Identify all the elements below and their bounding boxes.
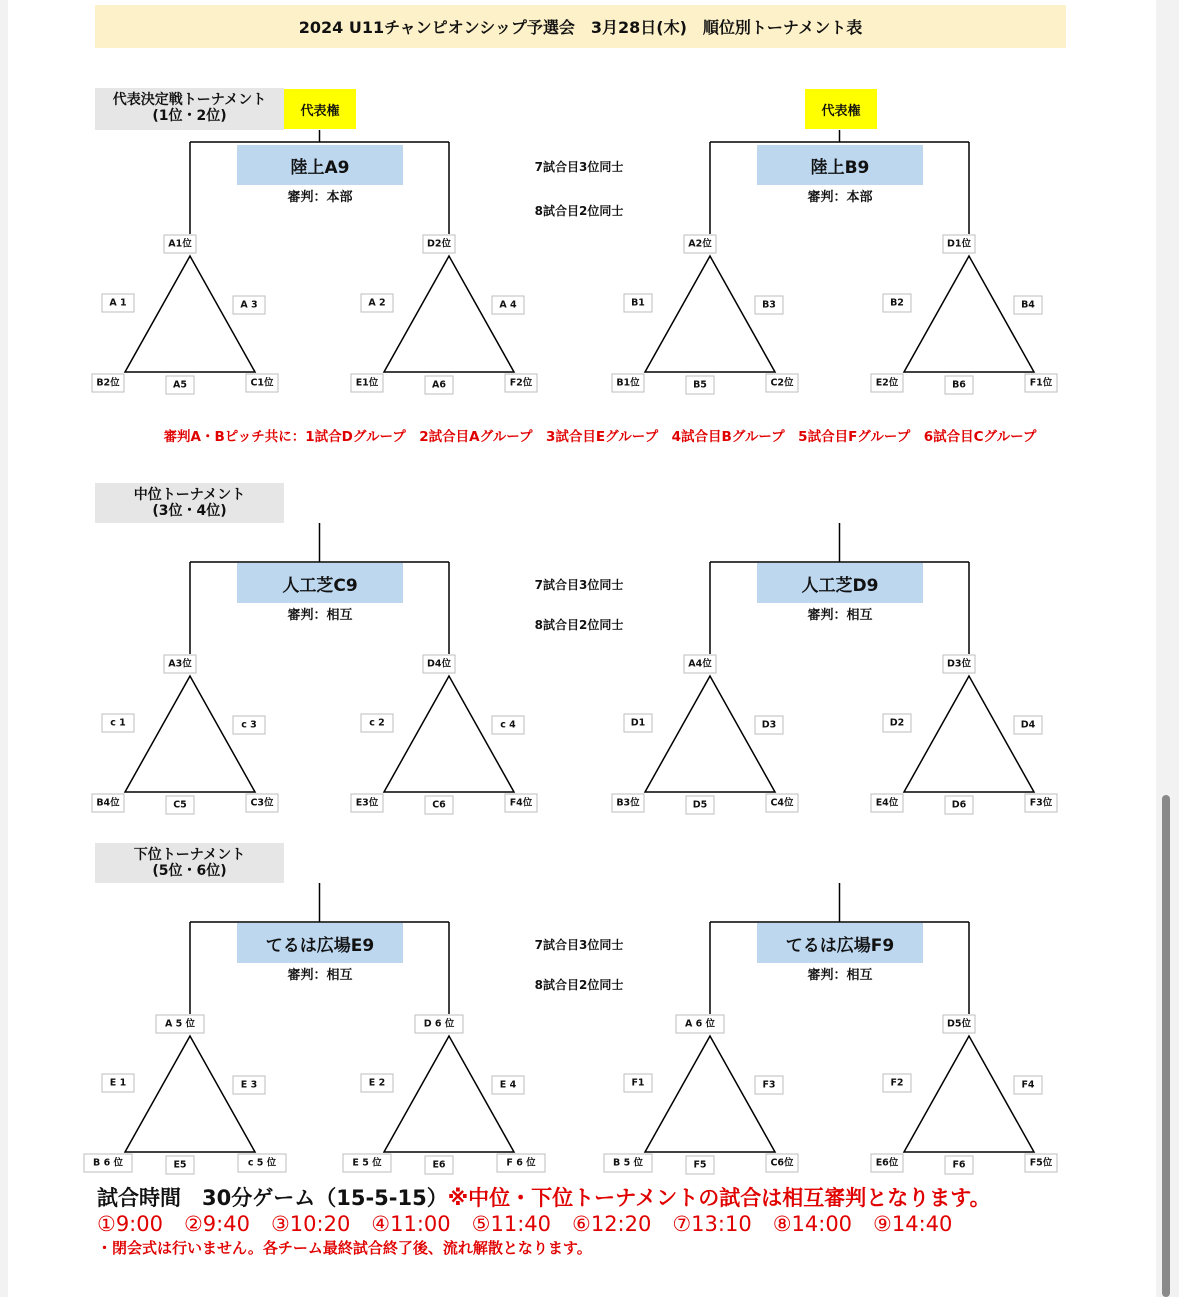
venue-label: てるは広場E9 xyxy=(237,923,403,963)
group-side-label: F1 xyxy=(631,1077,645,1089)
group-side-label: B1 xyxy=(631,297,645,309)
closing-note: ・閉会式は行いません。各チーム最終試合終了後、流れ解散となります。 xyxy=(97,1239,592,1257)
group-bottom-label: D5 xyxy=(692,799,708,811)
group-bottom-label: B6 xyxy=(952,379,966,391)
group-side-label: D4 xyxy=(1020,719,1036,731)
group-side-label: A 3 xyxy=(240,299,258,311)
group-side-label: B4 xyxy=(1021,299,1035,311)
group-side-label: c 4 xyxy=(500,719,516,731)
group-corner-label: F2位 xyxy=(509,377,533,389)
match-note-3rd: 7試合目3位同士 xyxy=(534,160,624,174)
group-corner-label: E2位 xyxy=(875,377,899,389)
group-side-label: A 4 xyxy=(499,299,517,311)
group-corner-label: F4位 xyxy=(509,797,533,809)
section-title-line2: (3位・4位) xyxy=(152,503,227,519)
group-bottom-label: E5 xyxy=(173,1159,187,1171)
group-side-label: B2 xyxy=(890,297,904,309)
group-side-label: c 1 xyxy=(110,717,126,729)
group-corner-label: C4位 xyxy=(770,797,794,809)
group-side-label: E 3 xyxy=(240,1079,258,1091)
group-bottom-label: F6 xyxy=(952,1159,966,1171)
referee-label: 審判：相互 xyxy=(287,608,353,623)
venue-label: 人工芝C9 xyxy=(237,563,403,603)
group-side-label: E 1 xyxy=(109,1077,127,1089)
referee-label: 審判：本部 xyxy=(287,190,353,205)
group-corner-label: E1位 xyxy=(355,377,379,389)
group-corner-label: F1位 xyxy=(1029,377,1053,389)
group-side-label: D2 xyxy=(889,717,905,729)
group-top-label: D 6 位 xyxy=(423,1018,455,1030)
referee-assignment-note: 審判A・Bピッチ共に：1試合Dグループ 2試合目Aグループ 3試合目Eグループ 4試合目Bグループ 5試合目Fグループ 6試合目Cグループ xyxy=(163,429,1037,445)
group-bottom-label: B5 xyxy=(693,379,707,391)
group-corner-label: C2位 xyxy=(770,377,794,389)
referee-label: 審判：本部 xyxy=(807,190,873,205)
group-corner-label: F3位 xyxy=(1029,797,1053,809)
group-corner-label: C1位 xyxy=(250,377,274,389)
section-title-line2: (1位・2位) xyxy=(152,108,227,124)
venue-label: 陸上A9 xyxy=(237,145,403,185)
group-top-label: D4位 xyxy=(427,658,451,670)
group-bottom-label: E6 xyxy=(432,1159,446,1171)
venue-label: 人工芝D9 xyxy=(757,563,923,603)
group-corner-label: E 5 位 xyxy=(352,1157,382,1169)
kickoff-schedule: ①9:00 ②9:40 ③10:20 ④11:00 ⑤11:40 ⑥12:20 ⑦13:10 ⑧14:00 ⑨14:40 xyxy=(97,1212,953,1236)
group-bottom-label: C5 xyxy=(173,799,187,811)
group-top-label: A 6 位 xyxy=(684,1018,716,1030)
group-side-label: E 2 xyxy=(368,1077,386,1089)
group-corner-label: B 5 位 xyxy=(613,1157,643,1169)
group-corner-label: E3位 xyxy=(355,797,379,809)
match-time-label: 試合時間 30分ゲーム（15-5-15） xyxy=(97,1186,448,1210)
section-title-representative xyxy=(95,88,284,130)
page-title: 2024 U11チャンピオンシップ予選会 3月28日(木) 順位別トーナメント表 xyxy=(95,5,1066,48)
group-side-label: A 1 xyxy=(109,297,127,309)
group-bottom-label: A5 xyxy=(173,379,187,391)
section-title-middle xyxy=(95,483,284,523)
group-bottom-label: C6 xyxy=(432,799,446,811)
group-side-label: D3 xyxy=(761,719,777,731)
referee-label: 審判：相互 xyxy=(807,608,873,623)
group-corner-label: E6位 xyxy=(875,1157,899,1169)
group-top-label: A1位 xyxy=(168,238,192,250)
group-corner-label: c 5 位 xyxy=(247,1157,277,1169)
section-title-line1: 下位トーナメント xyxy=(133,847,246,863)
group-side-label: c 2 xyxy=(369,717,385,729)
representative-badge: 代表権 xyxy=(805,89,877,129)
match-note-2nd: 8試合目2位同士 xyxy=(534,618,624,632)
group-top-label: A2位 xyxy=(688,238,712,250)
group-corner-label: B1位 xyxy=(616,377,640,389)
match-time-line xyxy=(97,1185,1147,1211)
group-corner-label: B2位 xyxy=(96,377,120,389)
section-title-lower xyxy=(95,843,284,883)
referee-label: 審判：相互 xyxy=(287,968,353,983)
match-note-3rd: 7試合目3位同士 xyxy=(534,938,624,952)
section-title-line2: (5位・6位) xyxy=(152,863,227,879)
group-top-label: D1位 xyxy=(947,238,971,250)
group-top-label: D2位 xyxy=(427,238,451,250)
group-corner-label: B3位 xyxy=(616,797,640,809)
footer xyxy=(97,1185,1147,1259)
group-side-label: F3 xyxy=(762,1079,776,1091)
referee-label: 審判：相互 xyxy=(807,968,873,983)
group-top-label: A4位 xyxy=(688,658,712,670)
group-corner-label: C6位 xyxy=(770,1157,794,1169)
group-corner-label: B4位 xyxy=(96,797,120,809)
group-bottom-label: D6 xyxy=(951,799,967,811)
match-note-3rd: 7試合目3位同士 xyxy=(534,578,624,592)
group-bottom-label: F5 xyxy=(693,1159,707,1171)
group-top-label: D3位 xyxy=(947,658,971,670)
group-corner-label: F 6 位 xyxy=(506,1157,536,1169)
group-side-label: c 3 xyxy=(241,719,257,731)
group-side-label: A 2 xyxy=(368,297,386,309)
group-corner-label: B 6 位 xyxy=(93,1157,123,1169)
group-top-label: A3位 xyxy=(168,658,192,670)
section-title-line1: 中位トーナメント xyxy=(133,487,246,503)
match-note-2nd: 8試合目2位同士 xyxy=(534,204,624,218)
section-title-line1: 代表決定戦トーナメント xyxy=(112,92,267,108)
group-top-label: D5位 xyxy=(947,1018,971,1030)
group-corner-label: F5位 xyxy=(1029,1157,1053,1169)
group-top-label: A 5 位 xyxy=(164,1018,196,1030)
group-side-label: B3 xyxy=(762,299,776,311)
group-side-label: D1 xyxy=(630,717,646,729)
venue-label: 陸上B9 xyxy=(757,145,923,185)
venue-label: てるは広場F9 xyxy=(757,923,923,963)
group-side-label: F4 xyxy=(1021,1079,1035,1091)
group-side-label: F2 xyxy=(890,1077,904,1089)
representative-badge: 代表権 xyxy=(284,89,356,129)
group-side-label: E 4 xyxy=(499,1079,517,1091)
group-corner-label: C3位 xyxy=(250,797,274,809)
group-corner-label: E4位 xyxy=(875,797,899,809)
match-note-2nd: 8試合目2位同士 xyxy=(534,978,624,992)
group-bottom-label: A6 xyxy=(432,379,446,391)
mutual-referee-note: ※中位・下位トーナメントの試合は相互審判となります。 xyxy=(447,1186,991,1210)
